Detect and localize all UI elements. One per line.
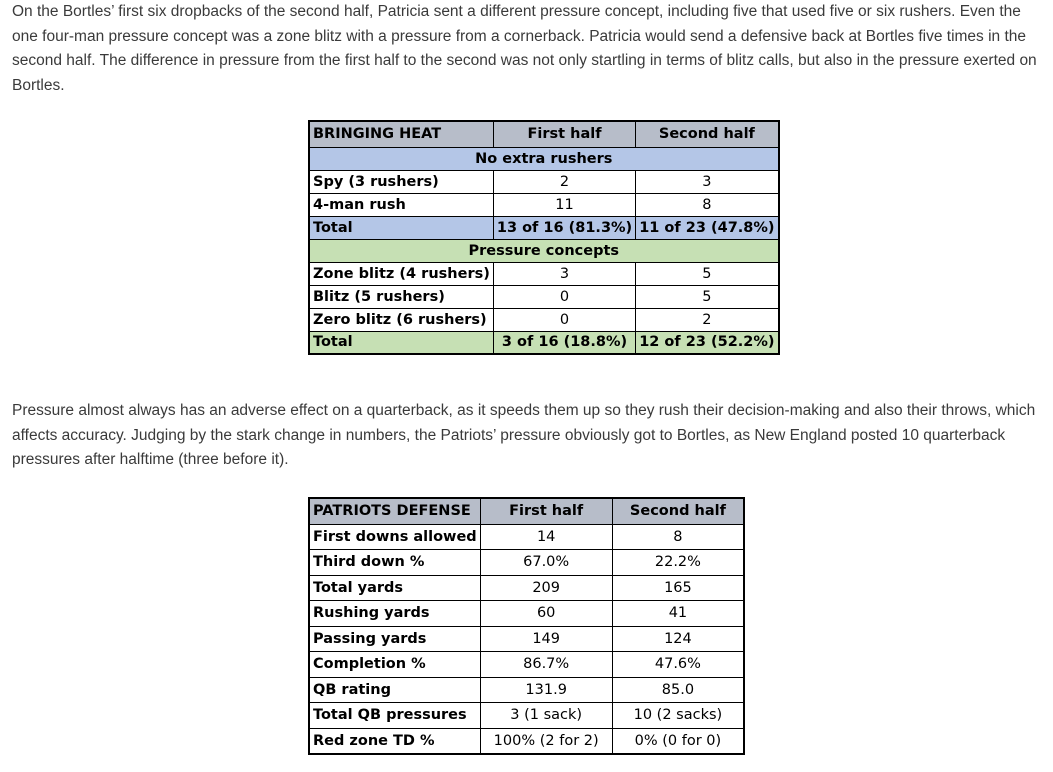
table-row <box>309 703 744 729</box>
section-title: Pressure concepts <box>309 239 779 262</box>
cell-value: 2 <box>636 308 779 331</box>
row-label: Completion % <box>309 652 480 678</box>
table-row <box>309 285 779 308</box>
row-label: Red zone TD % <box>309 728 480 754</box>
row-label: 4-man rush <box>309 193 493 216</box>
cell-value: 2 <box>493 170 635 193</box>
cell-value: 10 (2 sacks) <box>612 703 744 729</box>
section-title-row <box>309 239 779 262</box>
cell-value: 131.9 <box>480 677 612 703</box>
cell-value: 5 <box>636 262 779 285</box>
article-paragraph-2: Pressure almost always has an adverse effect on a quarterback, as it speeds them up so they rush their decision-making and also their throws, which affects accuracy. Judging by the stark change in numbers, the Patriots’ pressure obviously got to Bortles, as New England posted 10 quarterback pressures after halftime (three before it). <box>12 402 1036 468</box>
cell-value: 47.6% <box>612 652 744 678</box>
header-cell: Second half <box>636 121 779 147</box>
cell-value: 0% (0 for 0) <box>612 728 744 754</box>
header-cell: Second half <box>612 498 744 524</box>
row-label: Total yards <box>309 575 480 601</box>
cell-value: 67.0% <box>480 550 612 576</box>
cell-value: 3 (1 sack) <box>480 703 612 729</box>
table-row <box>309 677 744 703</box>
cell-value: 8 <box>612 524 744 550</box>
cell-value: 13 of 16 (81.3%) <box>493 216 635 239</box>
row-label: Zone blitz (4 rushers) <box>309 262 493 285</box>
total-row <box>309 216 779 239</box>
cell-value: 3 <box>636 170 779 193</box>
cell-value: 12 of 23 (52.2%) <box>636 331 779 354</box>
header-cell: PATRIOTS DEFENSE <box>309 498 480 524</box>
table-header-row <box>309 498 744 524</box>
cell-value: 14 <box>480 524 612 550</box>
patriots-defense-table <box>308 497 745 755</box>
table-row <box>309 262 779 285</box>
row-label: Zero blitz (6 rushers) <box>309 308 493 331</box>
cell-value: 5 <box>636 285 779 308</box>
table-row <box>309 652 744 678</box>
row-label: QB rating <box>309 677 480 703</box>
cell-value: 124 <box>612 626 744 652</box>
cell-value: 11 <box>493 193 635 216</box>
cell-value: 3 <box>493 262 635 285</box>
article-paragraph-1: On the Bortles’ first six dropbacks of the second half, Patricia sent a different pressure concept, including five that used five or six rushers. Even the one four-man pressure concept was a zone blitz with a pressure from a cornerback. Patricia would send a defensive back at Bortles five times in the second half. The difference in pressure from the first half to the second was not only startling in terms of blitz calls, but also in the pressure exerted on Bortles. <box>12 3 1037 94</box>
table-row <box>309 575 744 601</box>
total-row <box>309 331 779 354</box>
cell-value: 165 <box>612 575 744 601</box>
row-label: Passing yards <box>309 626 480 652</box>
table-row <box>309 170 779 193</box>
cell-value: 0 <box>493 308 635 331</box>
row-label: Total <box>309 216 493 239</box>
table-header-row <box>309 121 779 147</box>
cell-value: 85.0 <box>612 677 744 703</box>
row-label: Spy (3 rushers) <box>309 170 493 193</box>
row-label: First downs allowed <box>309 524 480 550</box>
table-row <box>309 601 744 627</box>
table-row <box>309 728 744 754</box>
cell-value: 100% (2 for 2) <box>480 728 612 754</box>
cell-value: 209 <box>480 575 612 601</box>
header-cell: First half <box>480 498 612 524</box>
section-title: No extra rushers <box>309 147 779 170</box>
cell-value: 0 <box>493 285 635 308</box>
row-label: Rushing yards <box>309 601 480 627</box>
section-title-row <box>309 147 779 170</box>
table-row <box>309 524 744 550</box>
table-row <box>309 626 744 652</box>
cell-value: 41 <box>612 601 744 627</box>
table-row <box>309 193 779 216</box>
bringing-heat-table <box>308 120 780 355</box>
header-cell: First half <box>493 121 635 147</box>
cell-value: 60 <box>480 601 612 627</box>
cell-value: 22.2% <box>612 550 744 576</box>
cell-value: 8 <box>636 193 779 216</box>
row-label: Total <box>309 331 493 354</box>
cell-value: 11 of 23 (47.8%) <box>636 216 779 239</box>
cell-value: 3 of 16 (18.8%) <box>493 331 635 354</box>
header-cell: BRINGING HEAT <box>309 121 493 147</box>
row-label: Blitz (5 rushers) <box>309 285 493 308</box>
cell-value: 86.7% <box>480 652 612 678</box>
row-label: Third down % <box>309 550 480 576</box>
table-row <box>309 550 744 576</box>
cell-value: 149 <box>480 626 612 652</box>
table-row <box>309 308 779 331</box>
row-label: Total QB pressures <box>309 703 480 729</box>
